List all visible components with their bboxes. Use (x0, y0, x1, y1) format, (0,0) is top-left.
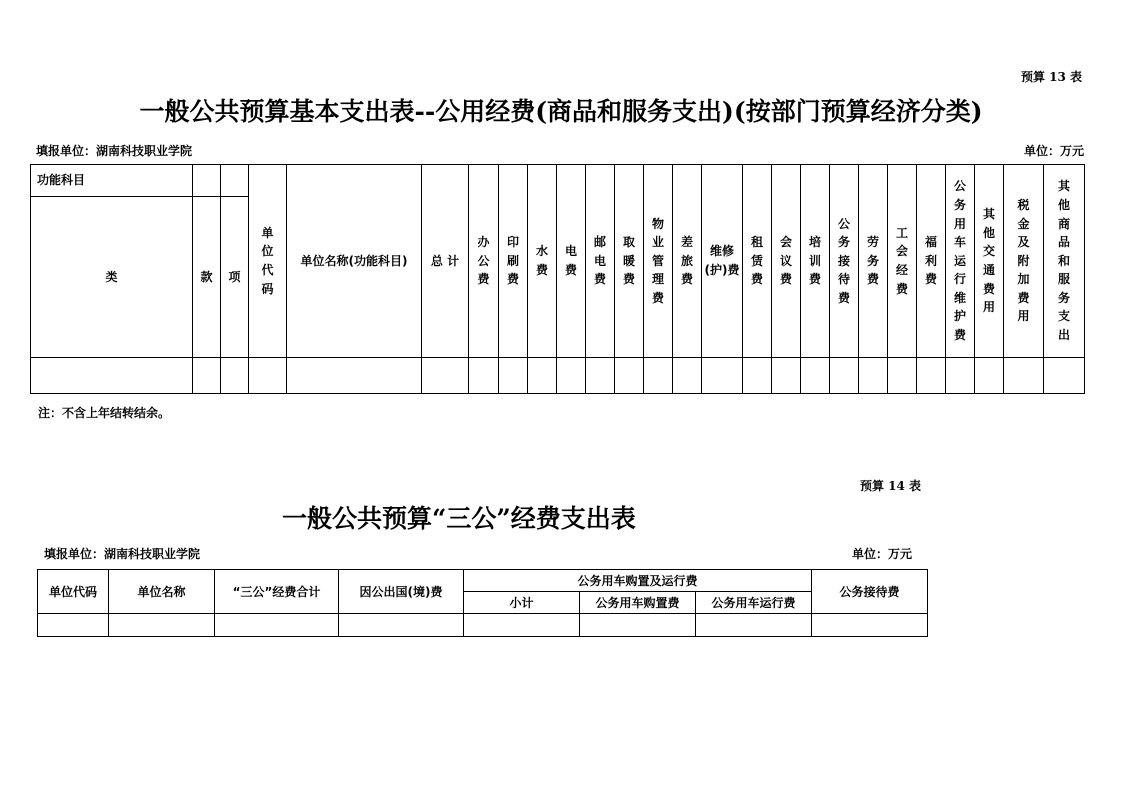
cell (469, 358, 499, 394)
header-col-reception: 公务接待费 (830, 165, 859, 358)
header-blank-1 (193, 165, 221, 197)
cell (888, 358, 917, 394)
form14-fill-unit: 填报单位：湖南科技职业学院 (44, 547, 201, 561)
header-xiang: 项 (221, 197, 249, 358)
header-total: 总 计 (422, 165, 469, 358)
cell (743, 358, 772, 394)
cell (193, 358, 221, 394)
header-car-purchase: 公务用车购置费 (580, 592, 696, 614)
form14-title: 一般公共预算“三公”经费支出表 (282, 504, 636, 533)
form14-table (37, 569, 928, 637)
header-col-heating: 取暖费 (615, 165, 644, 358)
header-col-travel: 差旅费 (673, 165, 702, 358)
cell (696, 614, 812, 637)
header-col-labor: 劳务费 (859, 165, 888, 358)
cell (975, 358, 1004, 394)
header-col-other-transport: 其他交通费用 (975, 165, 1004, 358)
header-car-operation: 公务用车运行费 (696, 592, 812, 614)
header-unit-code: 单位代码 (38, 570, 109, 614)
cell (580, 614, 696, 637)
cell (339, 614, 464, 637)
header-col-repair: 维修(护)费 (702, 165, 743, 358)
cell (464, 614, 580, 637)
header-sangong-total: “三公”经费合计 (215, 570, 339, 614)
form13-note: 注：不含上年结转结余。 (38, 406, 171, 420)
cell (615, 358, 644, 394)
form13-table (30, 164, 1085, 394)
cell (1004, 358, 1044, 394)
header-blank-2 (221, 165, 249, 197)
cell (702, 358, 743, 394)
cell (38, 614, 109, 637)
header-unit-code (249, 165, 287, 358)
header-unit-name: 单位名称 (109, 570, 215, 614)
cell (644, 358, 673, 394)
header-col-postal: 邮电费 (586, 165, 615, 358)
header-abroad: 因公出国(境)费 (339, 570, 464, 614)
header-col-rent: 租赁费 (743, 165, 772, 358)
form13-fill-unit: 填报单位：湖南科技职业学院 (36, 144, 193, 158)
table-row (38, 614, 928, 637)
header-col-welfare: 福利费 (917, 165, 946, 358)
header-reception: 公务接待费 (812, 570, 928, 614)
header-subtotal: 小计 (464, 592, 580, 614)
cell (673, 358, 702, 394)
cell (772, 358, 801, 394)
form13-currency-unit: 单位：万元 (1023, 144, 1084, 158)
cell (859, 358, 888, 394)
cell (557, 358, 586, 394)
header-kuan: 款 (193, 197, 221, 358)
header-col-training: 培训费 (801, 165, 830, 358)
cell (422, 358, 469, 394)
cell (31, 358, 193, 394)
header-col-taxes: 税金及附加费用 (1004, 165, 1044, 358)
cell (249, 358, 287, 394)
cell (287, 358, 422, 394)
cell (812, 614, 928, 637)
header-lei: 类 (31, 197, 193, 358)
cell (801, 358, 830, 394)
header-col-office: 办公费 (469, 165, 499, 358)
form14-currency-unit: 单位：万元 (852, 547, 913, 561)
header-col-property: 物业管理费 (644, 165, 673, 358)
header-func-subject: 功能科目 (31, 165, 193, 197)
cell (917, 358, 946, 394)
header-car-group: 公务用车购置及运行费 (464, 570, 812, 592)
header-col-car-maintenance: 公务用车运行维护费 (946, 165, 975, 358)
cell (1044, 358, 1085, 394)
header-col-other-goods: 其他商品和服务支出 (1044, 165, 1085, 358)
table-number-14: 预算 14 表 (860, 479, 922, 493)
cell (946, 358, 975, 394)
cell (499, 358, 528, 394)
header-col-printing: 印刷费 (499, 165, 528, 358)
table-number-13: 预算 13 表 (1020, 70, 1082, 84)
table-row (31, 358, 1085, 394)
cell (586, 358, 615, 394)
header-col-water: 水费 (528, 165, 557, 358)
header-col-union: 工会经费 (888, 165, 917, 358)
header-col-meeting: 会议费 (772, 165, 801, 358)
header-col-electricity: 电费 (557, 165, 586, 358)
cell (221, 358, 249, 394)
form13-title: 一般公共预算基本支出表--公用经费(商品和服务支出)(按部门预算经济分类) (139, 97, 983, 126)
cell (528, 358, 557, 394)
cell (215, 614, 339, 637)
cell (830, 358, 859, 394)
cell (109, 614, 215, 637)
header-unit-name: 单位名称(功能科目) (287, 165, 422, 358)
header-unit-code-text: 单位代码 (261, 225, 274, 296)
